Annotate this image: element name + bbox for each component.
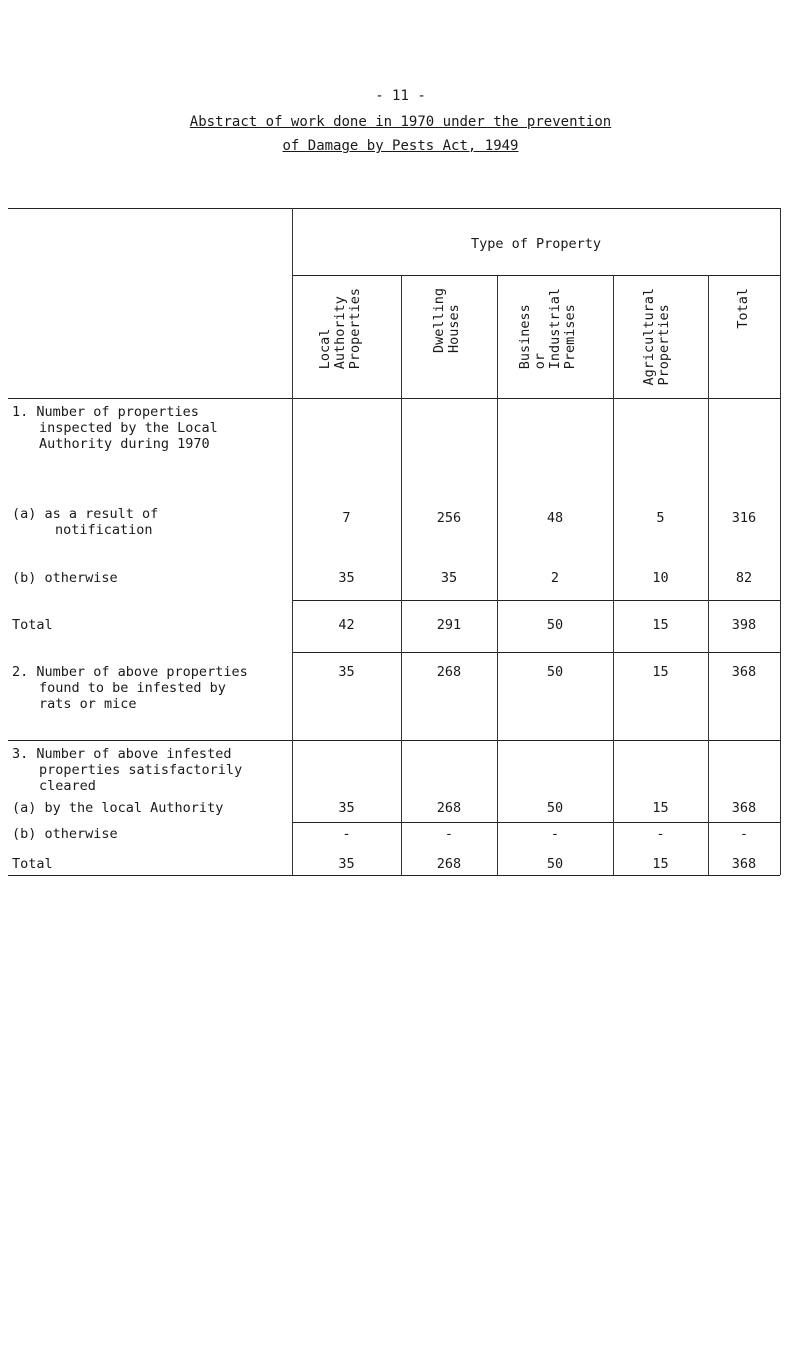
table-cell: -: [342, 826, 351, 842]
header-bottom-rule: [8, 398, 780, 399]
label-column-rule: [292, 208, 293, 875]
table-cell: -: [739, 826, 749, 842]
table-cell: 291: [436, 617, 462, 633]
table-cell: 368: [731, 664, 757, 680]
table-cell: 50: [546, 664, 564, 680]
section-2-label: 2. Number of above properties found to be infested by rats or mice: [12, 664, 248, 712]
total-1-label: Total: [12, 617, 53, 633]
group-header: Type of Property: [470, 236, 602, 252]
column-header-total: Total: [735, 288, 751, 329]
row-3b-label: (b) otherwise: [12, 826, 118, 842]
table-cell: 50: [546, 800, 564, 816]
table-cell: 368: [731, 800, 757, 816]
section-1-label: 1. Number of properties inspected by the Local Authority during 1970: [12, 404, 218, 452]
table-cell: 48: [546, 510, 564, 526]
table-cell: 7: [342, 510, 351, 526]
table-top-rule: [8, 208, 780, 209]
table-cell: 316: [731, 510, 757, 526]
column-header-business-premises: Business or Industrial Premises: [517, 288, 578, 370]
table-cell: -: [656, 826, 665, 842]
table-cell: 5: [656, 510, 665, 526]
table-cell: 35: [338, 856, 355, 872]
table-cell: 50: [546, 617, 564, 633]
table-cell: 268: [436, 856, 462, 872]
table-cell: 35: [338, 664, 355, 680]
table-cell: 268: [436, 800, 462, 816]
column-header-local-authority: Local Authority Properties: [317, 288, 363, 370]
row-1a-label: (a) as a result of notification: [12, 506, 159, 538]
table-bottom-rule: [8, 875, 780, 876]
table-cell: 10: [652, 570, 669, 586]
table-cell: -: [550, 826, 560, 842]
page-number: - 11 -: [375, 88, 426, 104]
total1-top-rule: [292, 600, 780, 601]
table-cell: 398: [731, 617, 757, 633]
row-3a-label: (a) by the local Authority: [12, 800, 224, 816]
page-title: Abstract of work done in 1970 under the prevention: [189, 114, 612, 130]
table-cell: 15: [652, 664, 669, 680]
group-header-rule: [292, 275, 780, 276]
page-subtitle: of Damage by Pests Act, 1949: [282, 138, 519, 154]
table-cell: 15: [652, 800, 669, 816]
table-cell: 268: [436, 664, 462, 680]
total1-bottom-rule: [292, 652, 780, 653]
section-3-label: 3. Number of above infested properties satisfactorily cleared: [12, 746, 243, 794]
table-cell: 50: [546, 856, 564, 872]
table-cell: 15: [652, 856, 669, 872]
table-cell: 256: [436, 510, 462, 526]
table-right-rule: [780, 208, 781, 875]
table-cell: 82: [735, 570, 753, 586]
table-cell: 368: [731, 856, 757, 872]
total-3-label: Total: [12, 856, 53, 872]
total3-top-rule: [292, 822, 780, 823]
table-cell: 42: [338, 617, 355, 633]
table-cell: 2: [550, 570, 560, 586]
table-cell: 35: [440, 570, 458, 586]
table-cell: 15: [652, 617, 669, 633]
row-1b-label: (b) otherwise: [12, 570, 118, 586]
table-cell: 35: [338, 800, 355, 816]
column-header-agricultural: Agricultural Properties: [641, 288, 672, 386]
table-cell: 35: [338, 570, 355, 586]
column-header-dwelling-houses: Dwelling Houses: [431, 288, 462, 354]
section3-top-rule: [8, 740, 780, 741]
table-cell: -: [444, 826, 454, 842]
